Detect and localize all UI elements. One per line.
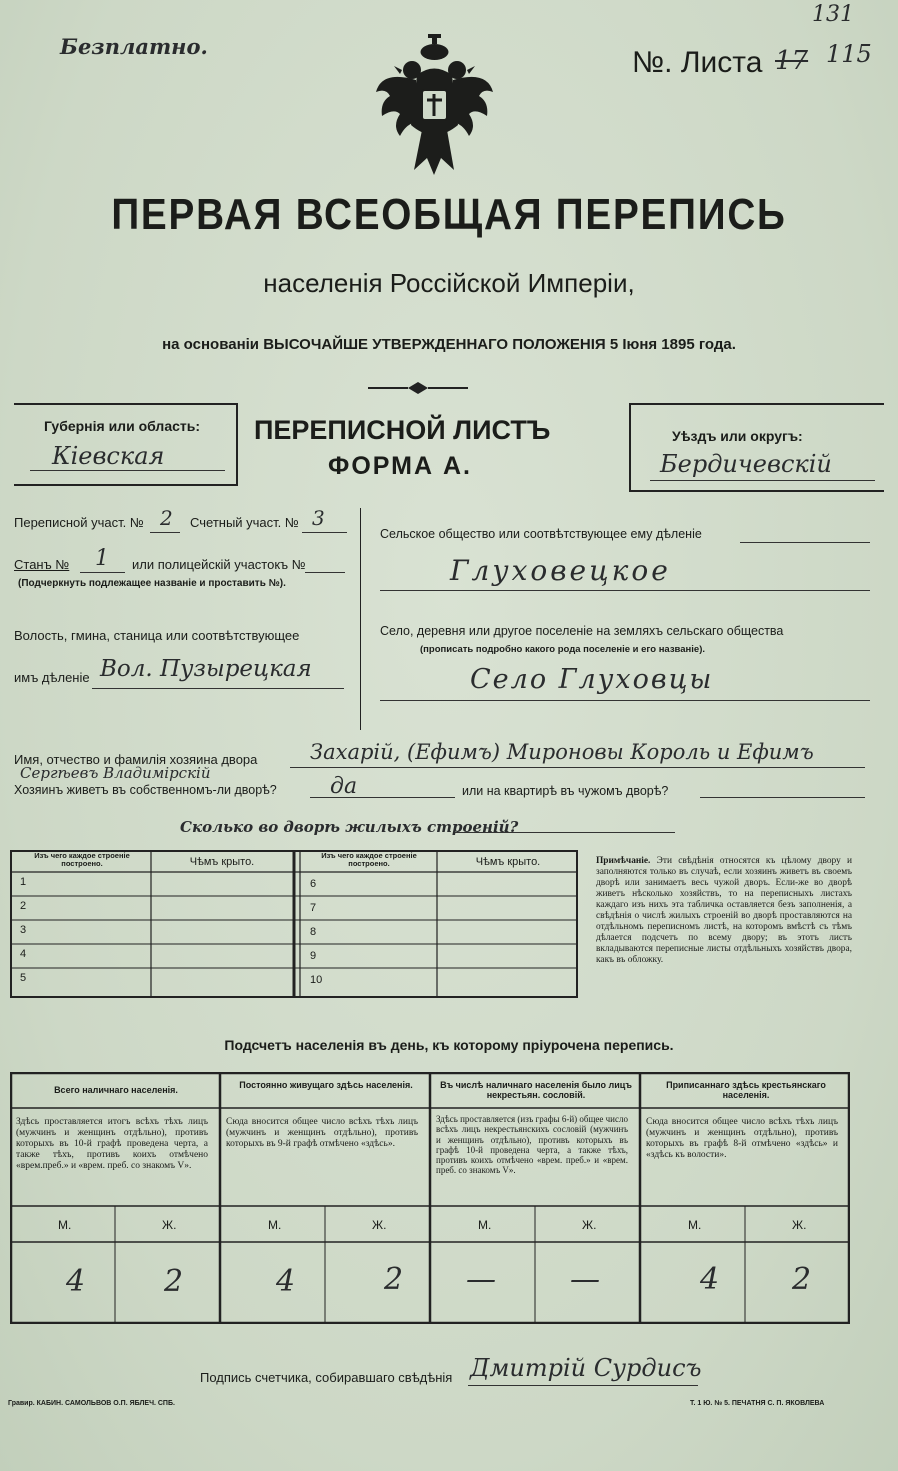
- guberniya-label: Губернія или область:: [44, 418, 201, 434]
- sheet-number-alt: 115: [826, 40, 872, 68]
- form-name: ФОРМА А.: [328, 452, 472, 480]
- pop-value-m: 4: [700, 1262, 720, 1297]
- buildings-row-number: 5: [20, 972, 27, 984]
- buildings-row-number: 4: [20, 948, 27, 960]
- owner-lives-value: да: [330, 774, 358, 799]
- census-uchastok-label: Переписной участ. №: [14, 515, 144, 530]
- pop-value-m: 4: [276, 1264, 296, 1299]
- pop-col-desc: Здѣсь проставляется (изъ графы 6-й) общее число всѣхъ лицъ некрестьянскихъ сословій (мужчинъ и женщинъ отдѣльно), противъ которыхъ въ графѣ 10-й проведена черта, а также тѣхъ, противъ коихъ отмѣчено «врем. преб.» и «врем. преб. со знакомъ V».: [436, 1114, 628, 1176]
- buildings-col-what-left: Изъ чего каждое строеніе построено.: [34, 851, 130, 868]
- volost-label-2: имъ дѣленіе: [14, 670, 90, 685]
- pop-m-label: М.: [478, 1218, 492, 1232]
- pop-value-f: 2: [384, 1262, 404, 1297]
- pop-m-label: М.: [58, 1218, 72, 1232]
- owner-lives-label: Хозяинъ живетъ въ собственномъ-ли дворѣ?: [14, 783, 277, 797]
- signature-value: Дмитрій Сурдисъ: [470, 1354, 702, 1382]
- buildings-table-grid: [10, 850, 578, 998]
- owner-name-value-2: Сергѣевъ Владимірскій: [20, 764, 211, 782]
- pop-f-label: Ж.: [582, 1218, 597, 1232]
- free-label: Безплатно.: [60, 34, 208, 59]
- sheet-number-value: 17: [775, 46, 809, 76]
- archive-number: 131: [812, 2, 854, 27]
- uezd-value: Бердичевскій: [660, 450, 832, 478]
- buildings-col-what-right: Изъ чего каждое строеніе построено.: [321, 851, 417, 868]
- buildings-col-roof-right: Чѣмъ крыто.: [475, 856, 541, 868]
- volost-value: Вол. Пузырецкая: [100, 656, 312, 682]
- pop-value-m: 4: [66, 1264, 86, 1299]
- stan-rest-label: или полицейскій участокъ №: [132, 557, 306, 572]
- stan-note: (Подчеркнуть подлежащее названіе и проставить №).: [18, 578, 286, 589]
- subtitle: населенія Россійской Имперіи,: [263, 268, 635, 298]
- count-uchastok-label: Счетный участ. №: [190, 515, 299, 530]
- signature-label: Подпись счетчика, собиравшаго свѣдѣнія: [200, 1370, 453, 1385]
- pop-value-f: —: [570, 1262, 600, 1297]
- owner-apartment-label: или на квартирѣ въ чужомъ дворѣ?: [462, 784, 669, 798]
- note-text: Эти свѣдѣнія относятся къ цѣлому двору и заполняются только въ случаѣ, если хозяинъ живетъ въ своемъ дворѣ или занимаетъ весь чужой дворъ. Если-же во дворѣ живетъ нѣсколько хозяйствъ, то на переписныхъ листахъ каждаго изъ нихъ эта табличка оставляется безъ заполненія, а свѣдѣнія о числѣ жилыхъ строеній во дворѣ проставляются на отдѣльномъ переписномъ листѣ, на которомъ вмѣстѣ съ тѣмъ дѣлается подсчетъ по всему двору; въ этотъ листъ вкладываются переписные листы отдѣльныхъ хозяйствъ двора, какъ въ обложку.: [596, 856, 853, 965]
- buildings-row-number: 2: [20, 900, 27, 912]
- buildings-row-number: 9: [310, 950, 317, 962]
- society-value: Глуховецкое: [450, 554, 671, 587]
- owner-name-label: Имя, отчество и фамилія хозяина двора: [14, 752, 258, 767]
- buildings-question: Сколько во дворѣ жилыхъ строеній?: [180, 818, 519, 836]
- pop-col-desc: Здѣсь проставляется итогъ всѣхъ тѣхъ лицъ (мужчинъ и женщинъ отдѣльно), противъ которыхъ въ 10-й графѣ проведена черта, а также тѣхъ, противъ коихъ отмѣчено «врем.преб.» и «врем. преб. со знакомъ V».: [16, 1117, 208, 1171]
- owner-name-value: Захарій, (Ефимъ) Мироновы Король и Ефимъ: [310, 740, 814, 764]
- form-title: ПЕРЕПИСНОЙ ЛИСТЪ: [254, 415, 551, 445]
- uezd-label: Уѣздъ или округъ:: [672, 428, 803, 444]
- buildings-row-number: 6: [310, 878, 317, 890]
- pop-f-label: Ж.: [792, 1218, 807, 1232]
- village-value: Село Глуховцы: [470, 664, 714, 695]
- buildings-row-number: 7: [310, 902, 317, 914]
- buildings-row-number: 3: [20, 924, 27, 936]
- pop-m-label: М.: [688, 1218, 702, 1232]
- pop-value-f: 2: [164, 1264, 184, 1299]
- buildings-row-number: 8: [310, 926, 317, 938]
- pop-col-desc: Сюда вносится общее число всѣхъ тѣхъ лицъ (мужчинъ и женщинъ отдѣльно), противъ которыхъ въ графѣ 8-й отмѣчено «здѣсь» и «здѣсь къ волости».: [646, 1117, 838, 1160]
- pop-col-title: Приписаннаго здѣсь крестьянскаго населенія.: [666, 1080, 826, 1100]
- buildings-col-roof-left: Чѣмъ крыто.: [189, 856, 255, 868]
- pop-col-desc: Сюда вносится общее число всѣхъ тѣхъ лицъ (мужчинъ и женщинъ отдѣльно), противъ которыхъ въ 9-й графѣ отмѣчено «здѣсь».: [226, 1117, 418, 1149]
- society-label: Сельское общество или соотвѣтствующее ему дѣленіе: [380, 527, 702, 541]
- volost-label: Волость, гмина, станица или соотвѣтствующее: [14, 628, 300, 643]
- note-block: [596, 856, 852, 966]
- census-uchastok-value: 2: [160, 506, 173, 530]
- right-print-imprint: Т. 1 Ю. № 5. ПЕЧАТНЯ С. П. ЯКОВЛЕВА: [690, 1400, 825, 1407]
- pop-col-title: Всего наличнаго населенія.: [54, 1085, 178, 1095]
- basis-line: на основаніи ВЫСОЧАЙШЕ УТВЕРЖДЕННАГО ПОЛОЖЕНІЯ 5 Іюня 1895 года.: [162, 336, 736, 353]
- note-title: Примѣчаніе.: [596, 856, 651, 866]
- buildings-row-number: 10: [310, 974, 323, 986]
- main-title: ПЕРВАЯ ВСЕОБЩАЯ ПЕРЕПИСЬ: [111, 190, 787, 239]
- stan-value: 1: [95, 546, 109, 571]
- count-uchastok-value: 3: [312, 506, 325, 530]
- sheet-number-label: №. Листа: [632, 46, 763, 79]
- pop-value-m: —: [466, 1262, 496, 1297]
- pop-f-label: Ж.: [372, 1218, 387, 1232]
- pop-m-label: М.: [268, 1218, 282, 1232]
- village-note: (прописать подробно какого рода поселеніе и его названіе).: [420, 644, 706, 655]
- pop-col-title: Въ числѣ наличнаго населенія было лицъ некрестьян. сословій.: [440, 1080, 632, 1100]
- stan-label: Станъ №: [14, 557, 70, 572]
- population-table-grid: [10, 1072, 850, 1324]
- pop-f-label: Ж.: [162, 1218, 177, 1232]
- population-heading: Подсчетъ населенія въ день, къ которому пріурочена перепись.: [224, 1037, 674, 1053]
- village-label: Село, деревня или другое поселеніе на земляхъ сельскаго общества: [380, 624, 784, 638]
- buildings-row-number: 1: [20, 876, 27, 888]
- pop-value-f: 2: [792, 1262, 812, 1297]
- ornament-divider: [368, 381, 468, 395]
- coat-of-arms-emblem: [372, 30, 497, 180]
- left-print-imprint: Гравир. КАБИН. САМОЛЬВОВ О.П. ЯБЛЕЧ. СПБ.: [8, 1400, 175, 1407]
- guberniya-value: Кіевская: [52, 442, 165, 470]
- pop-col-title: Постоянно живущаго здѣсь населенія.: [239, 1080, 413, 1090]
